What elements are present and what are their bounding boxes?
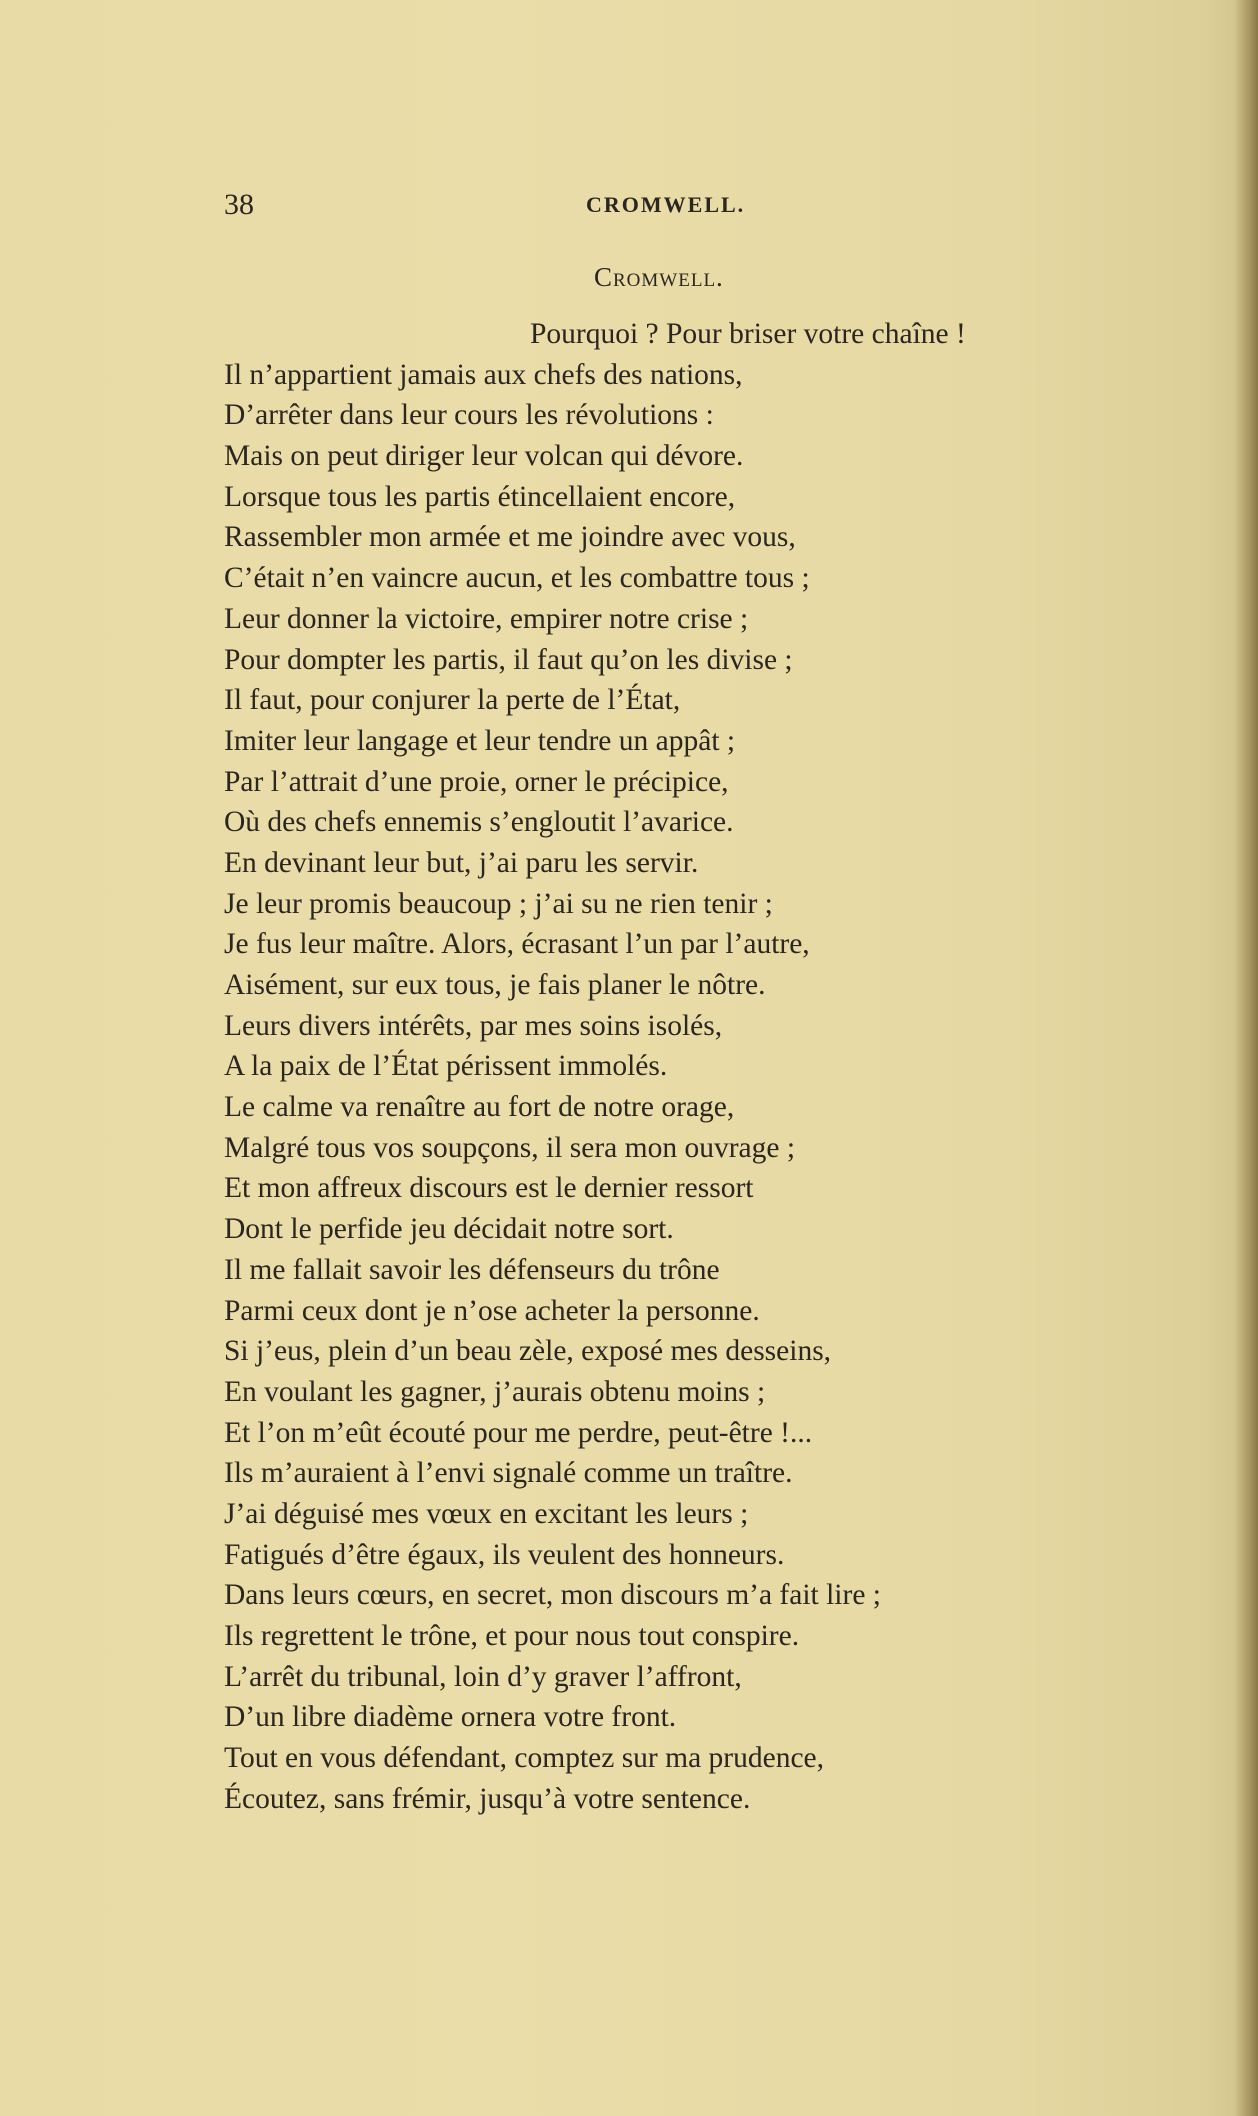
- verse-line: Si j’eus, plein d’un beau zèle, exposé mes desseins,: [224, 1335, 832, 1368]
- verse-line: Je leur promis beaucoup ; j’ai su ne rien tenir ;: [224, 887, 773, 920]
- verse-line: C’était n’en vaincre aucun, et les combattre tous ;: [224, 562, 810, 595]
- verse-line: Rassembler mon armée et me joindre avec vous,: [224, 521, 796, 554]
- verse-line: D’un libre diadème ornera votre front.: [224, 1701, 677, 1734]
- verse-line: Fatigués d’être égaux, ils veulent des honneurs.: [224, 1538, 785, 1571]
- verse-line: Par l’attrait d’une proie, orner le précipice,: [224, 765, 729, 798]
- verse-line: Écoutez, sans frémir, jusqu’à votre sentence.: [224, 1782, 751, 1815]
- verse-line: Dont le perfide jeu décidait notre sort.: [224, 1213, 674, 1246]
- verse-line: En devinant leur but, j’ai paru les servir.: [224, 846, 699, 879]
- running-title: CROMWELL.: [586, 192, 746, 217]
- verse-line: Parmi ceux dont je n’ose acheter la personne.: [224, 1294, 760, 1327]
- verse-line: Il faut, pour conjurer la perte de l’État,: [224, 684, 681, 717]
- verse-line: Et l’on m’eût écouté pour me perdre, peut-être !...: [224, 1416, 813, 1449]
- verse-line: En voulant les gagner, j’aurais obtenu moins ;: [224, 1375, 766, 1408]
- verse-line: Pour dompter les partis, il faut qu’on les divise ;: [224, 643, 793, 676]
- speaker-name: Cromwell.: [594, 262, 724, 292]
- verse-line: Je fus leur maître. Alors, écrasant l’un par l’autre,: [224, 928, 810, 961]
- verse-block: [224, 314, 1064, 1819]
- verse-line: Imiter leur langage et leur tendre un appât ;: [224, 724, 736, 757]
- page-gutter-shadow: [1234, 0, 1258, 2116]
- verse-line: D’arrêter dans leur cours les révolutions :: [224, 399, 714, 432]
- verse-line: Ils regrettent le trône, et pour nous tout conspire.: [224, 1620, 800, 1652]
- verse-line: Mais on peut diriger leur volcan qui dévore.: [224, 440, 744, 473]
- verse-line: Ils m’auraient à l’envi signalé comme un traître.: [224, 1457, 793, 1490]
- running-head: [224, 188, 758, 228]
- verse-line: Où des chefs ennemis s’engloutit l’avarice.: [224, 806, 734, 839]
- verse-line: Et mon affreux discours est le dernier ressort: [224, 1172, 754, 1205]
- verse-line: Pourquoi ? Pour briser votre chaîne !: [530, 318, 966, 350]
- verse-line: Leurs divers intérêts, par mes soins isolés,: [224, 1009, 723, 1042]
- verse-line: Tout en vous défendant, comptez sur ma prudence,: [224, 1742, 825, 1775]
- verse-line: Aisément, sur eux tous, je fais planer le nôtre.: [224, 969, 766, 1001]
- verse-line: J’ai déguisé mes vœux en excitant les leurs ;: [224, 1497, 749, 1530]
- verse-line: Leur donner la victoire, empirer notre crise ;: [224, 602, 749, 635]
- verse-line: Le calme va renaître au fort de notre orage,: [224, 1091, 735, 1124]
- verse-line: Il me fallait savoir les défenseurs du trône: [224, 1253, 720, 1286]
- verse-line: Il n’appartient jamais aux chefs des nations,: [224, 358, 743, 391]
- verse-line: Lorsque tous les partis étincellaient encore,: [224, 480, 736, 513]
- verse-line: A la paix de l’État périssent immolés.: [224, 1050, 668, 1083]
- page-number: 38: [224, 188, 254, 221]
- verse-line: Malgré tous vos soupçons, il sera mon ouvrage ;: [224, 1131, 796, 1164]
- verse-line: L’arrêt du tribunal, loin d’y graver l’affront,: [224, 1660, 742, 1693]
- verse-line: Dans leurs cœurs, en secret, mon discours m’a fait lire ;: [224, 1579, 881, 1612]
